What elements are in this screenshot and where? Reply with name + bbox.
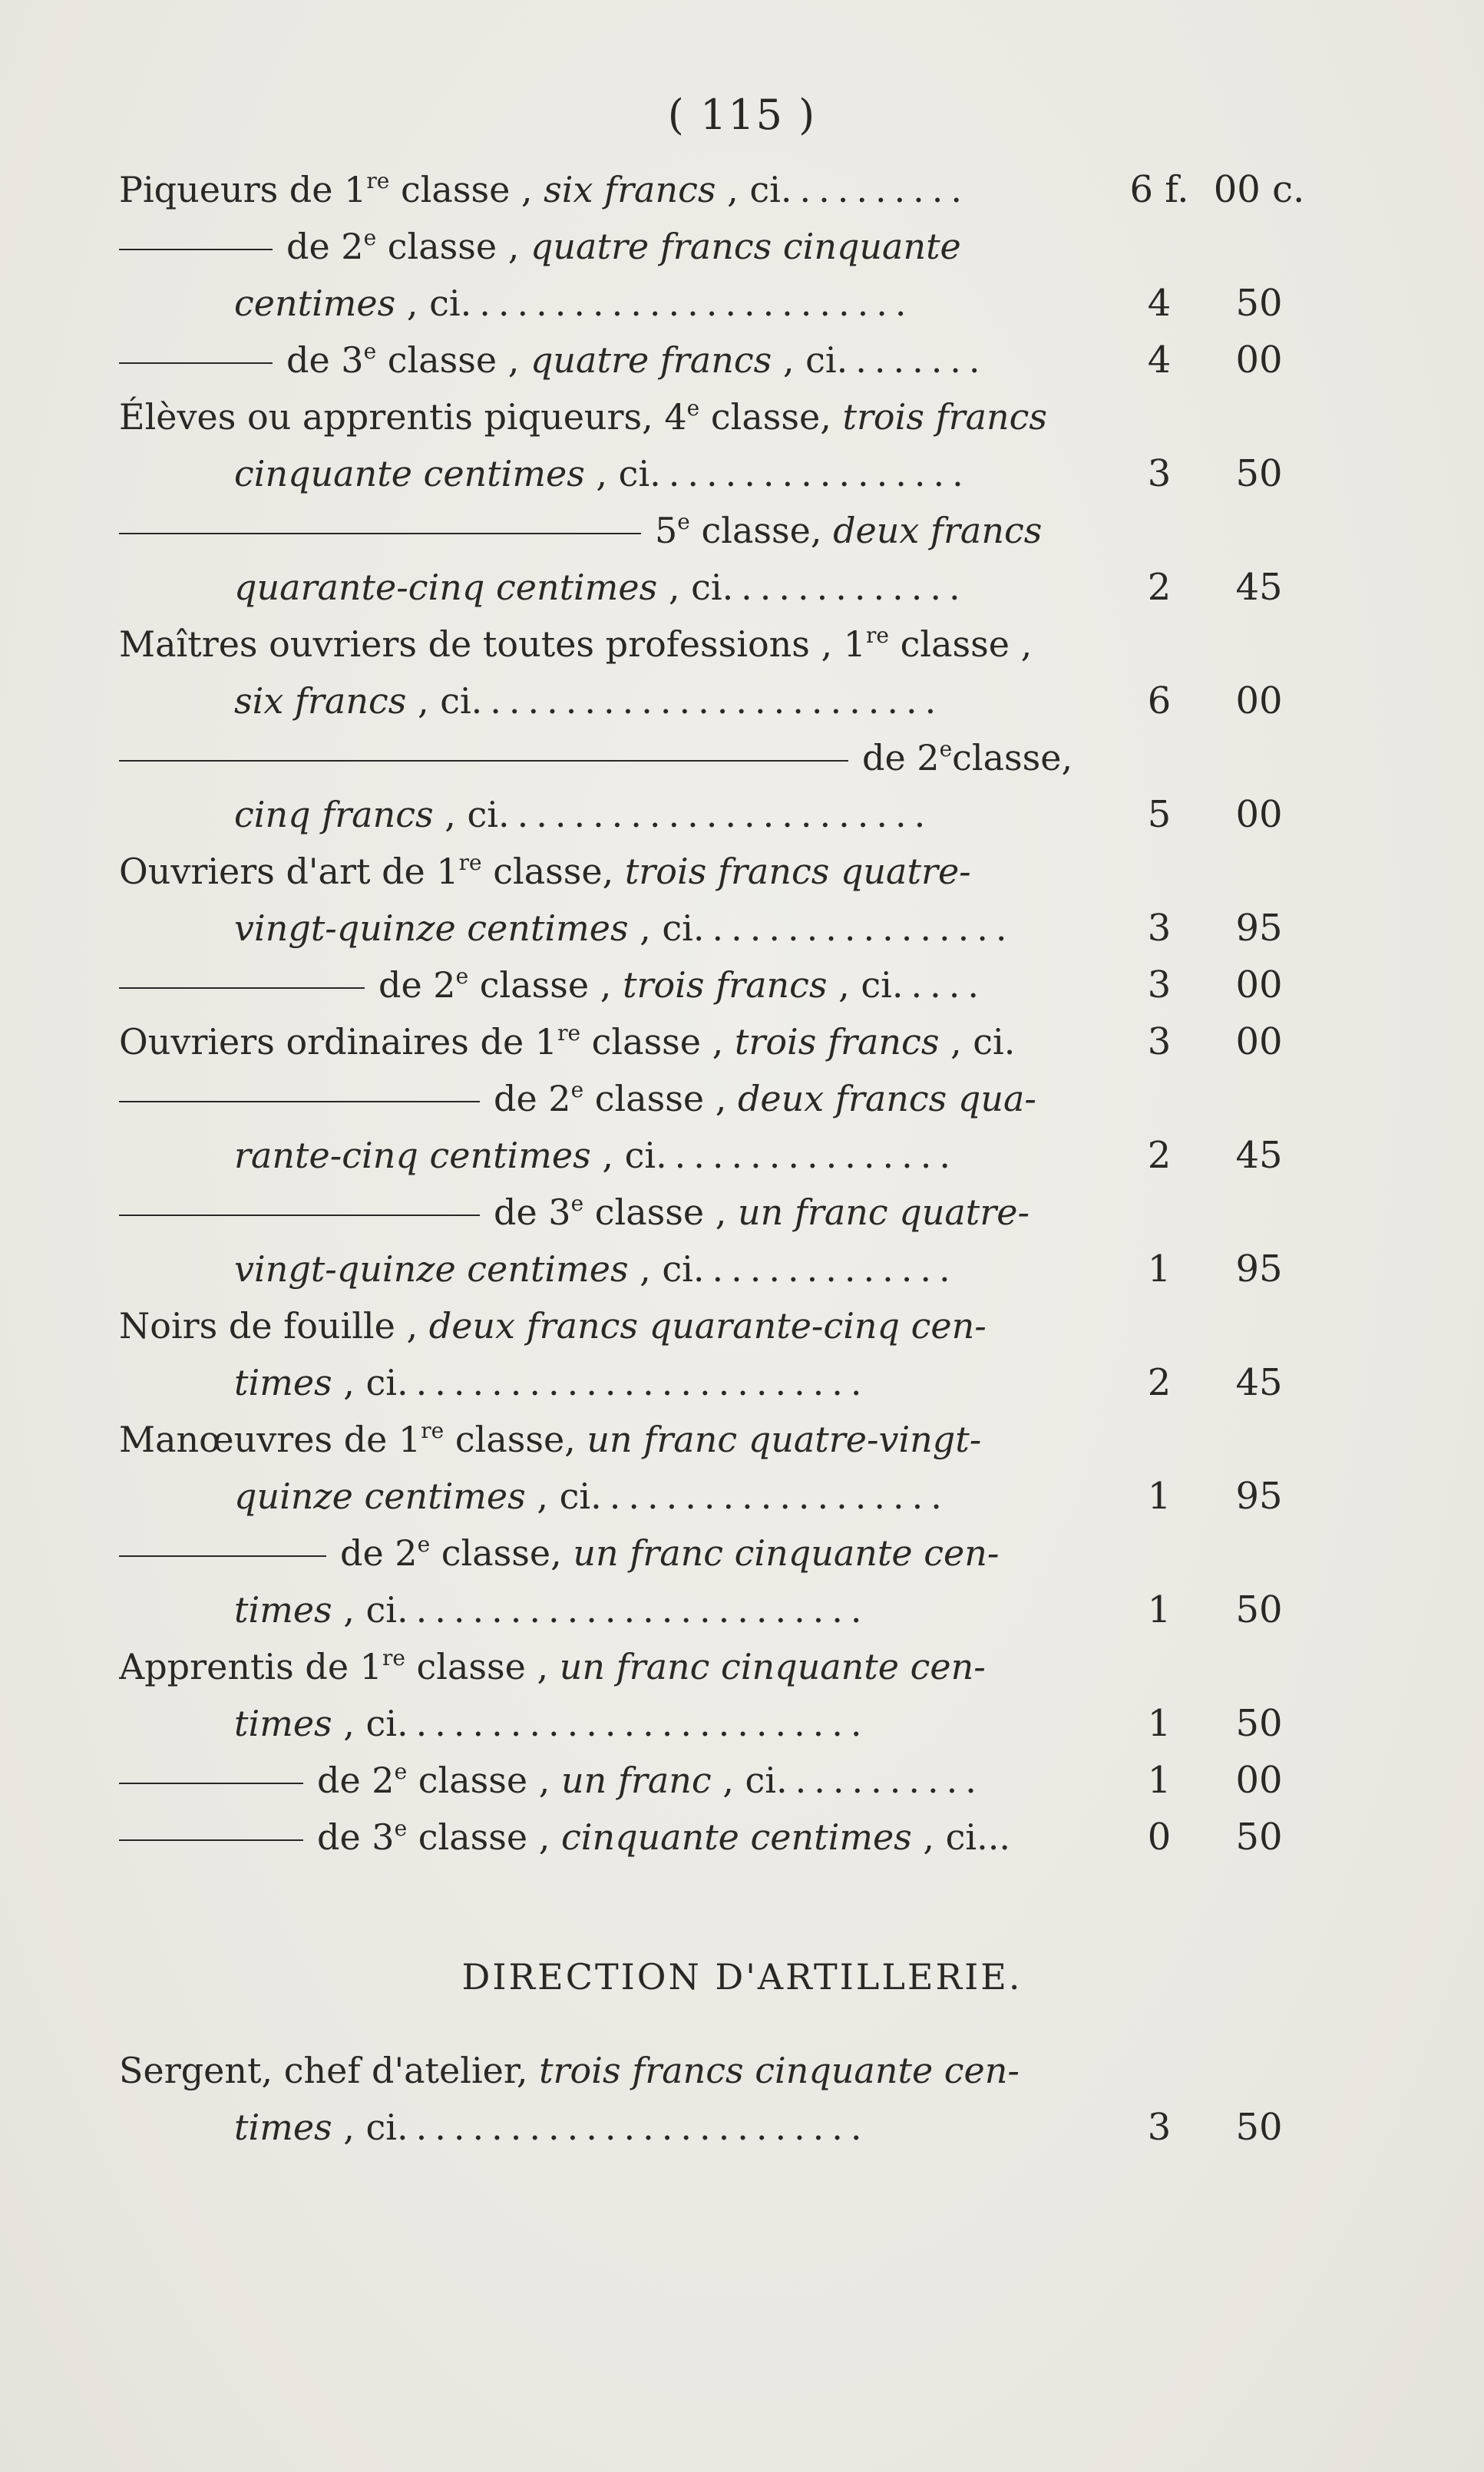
text-segment: times: [234, 2107, 332, 2148]
text-segment: classe,: [481, 851, 625, 892]
text-segment: centimes: [234, 283, 396, 324]
francs-amount: 2: [1147, 566, 1172, 609]
wage-entry: [119, 1184, 1317, 1297]
text-segment: , ci: [433, 794, 498, 835]
centimes-amount: 00 c.: [1213, 168, 1305, 211]
entry-line: [119, 1411, 1317, 1468]
centimes-amount: 00: [1235, 793, 1283, 836]
text-segment: Ouvriers ordinaires de 1: [119, 1021, 558, 1062]
wage-entry: [119, 843, 1317, 957]
entry-line: [119, 1297, 1317, 1354]
entry-line: [119, 900, 1317, 957]
artillery-wage-list: [119, 2042, 1317, 2156]
francs-amount: 3: [1147, 2106, 1172, 2149]
wage-entry: [119, 332, 1317, 388]
dot-leader: ................: [656, 1135, 959, 1176]
entry-text: [234, 1468, 1082, 1525]
entry-text: [119, 218, 1082, 275]
centimes-amount: 45: [1235, 1361, 1283, 1404]
text-segment: classe ,: [583, 1191, 738, 1233]
entry-line: [119, 218, 1317, 275]
ditto-dash: [119, 362, 273, 364]
entry-text: [119, 161, 1082, 218]
francs-amount: 2: [1147, 1361, 1172, 1404]
dot-leader: .................: [692, 907, 1015, 949]
entry-text: [234, 1127, 1082, 1184]
entry-line: [119, 673, 1317, 729]
text-segment: un franc cinquante cen-: [559, 1646, 986, 1687]
entry-text: [234, 1241, 1082, 1297]
entry-line: [119, 1354, 1317, 1411]
ditto-dash: [119, 1215, 480, 1216]
centimes-amount: 50: [1235, 1816, 1283, 1859]
superscript: re: [421, 1418, 445, 1443]
wage-entry: [119, 1013, 1317, 1070]
text-segment: classe ,: [468, 964, 623, 1006]
ditto-dash: [119, 760, 848, 762]
dot-leader: .........................: [397, 1589, 870, 1631]
entry-text: [234, 1695, 1082, 1752]
text-segment: classe,: [952, 737, 1073, 778]
entry-line: [119, 1581, 1317, 1638]
centimes-amount: 95: [1235, 1475, 1283, 1518]
text-segment: cinq francs: [234, 794, 434, 835]
ditto-dash: [119, 1101, 480, 1102]
entry-line: [119, 2099, 1317, 2156]
text-segment: six francs: [234, 680, 407, 722]
centimes-amount: 00: [1235, 963, 1283, 1006]
entry-text: [119, 1297, 1082, 1354]
centimes-amount: 00: [1235, 679, 1283, 722]
centimes-amount: 50: [1235, 1702, 1283, 1745]
dot-leader: ........................: [460, 283, 914, 324]
superscript: e: [455, 963, 469, 989]
ditto-dash: [119, 987, 365, 989]
text-segment: classe ,: [888, 623, 1033, 665]
wage-entry: [119, 2042, 1317, 2156]
text-segment: , ci: [584, 453, 650, 494]
superscript: e: [570, 1077, 584, 1102]
text-segment: quinze centimes: [234, 1476, 526, 1517]
francs-amount: 1: [1147, 1248, 1172, 1291]
francs-amount: 1: [1147, 1475, 1172, 1518]
entry-line: [119, 502, 1317, 559]
superscript: e: [363, 339, 377, 364]
centimes-amount: 00: [1235, 1759, 1283, 1802]
francs-amount: 1: [1147, 1702, 1172, 1745]
text-segment: Élèves ou apprentis piqueurs, 4: [119, 396, 687, 438]
centimes-amount: 00: [1235, 1020, 1283, 1063]
text-segment: , ci: [332, 1362, 397, 1403]
text-segment: vingt-quinze centimes: [234, 1248, 629, 1290]
text-segment: cinquante centimes: [234, 453, 585, 494]
entry-line: [119, 616, 1317, 673]
wage-entry: [119, 957, 1317, 1013]
text-segment: de 3: [286, 339, 364, 381]
entry-text: [234, 275, 1082, 332]
text-segment: Noirs de fouille ,: [119, 1305, 429, 1347]
text-segment: de 2: [494, 1078, 571, 1119]
entry-text: [119, 957, 1082, 1013]
text-segment: classe,: [699, 396, 843, 438]
centimes-amount: 50: [1235, 1588, 1283, 1631]
text-segment: trois francs: [734, 1021, 940, 1062]
entry-line: [119, 786, 1317, 843]
superscript: e: [677, 509, 690, 534]
entry-text: [119, 843, 1082, 900]
entry-text: [119, 1525, 1082, 1581]
entry-line: [119, 275, 1317, 332]
text-segment: trois francs quatre-: [624, 851, 971, 892]
text-segment: classe ,: [583, 1078, 738, 1119]
wage-entry: [119, 388, 1317, 502]
text-segment: , ci: [590, 1135, 656, 1176]
entry-text: [234, 900, 1082, 957]
text-segment: de 2: [340, 1532, 418, 1574]
superscript: e: [363, 225, 377, 250]
wage-entry: [119, 218, 1317, 332]
wage-entry: [119, 1525, 1317, 1638]
francs-amount: 2: [1147, 1134, 1172, 1177]
entry-text: [119, 1809, 1082, 1866]
wage-entry: [119, 1638, 1317, 1752]
text-segment: , ci: [628, 907, 693, 949]
dot-leader: .............: [722, 567, 968, 608]
text-segment: , ci: [772, 339, 837, 381]
text-segment: Apprentis de 1: [119, 1646, 382, 1687]
text-segment: quatre francs: [530, 339, 772, 381]
text-segment: Sergent, chef d'atelier,: [119, 2050, 540, 2091]
francs-amount: 1: [1147, 1759, 1172, 1802]
dot-leader: ...................: [590, 1476, 950, 1517]
text-segment: classe,: [689, 510, 834, 551]
entry-text: [119, 1070, 1082, 1127]
wage-entry: [119, 616, 1317, 729]
entry-line: [119, 332, 1317, 388]
entry-text: [234, 2099, 1082, 2156]
text-segment: times: [234, 1589, 332, 1631]
entry-text: [119, 2042, 1082, 2099]
dot-leader: .........................: [397, 1703, 870, 1744]
francs-amount: 5: [1147, 793, 1172, 836]
entry-line: [119, 161, 1317, 218]
entry-line: [119, 957, 1317, 1013]
francs-amount: 3: [1147, 452, 1172, 495]
text-segment: Manœuvres de 1: [119, 1419, 421, 1460]
text-segment: Maîtres ouvriers de toutes professions , 1: [119, 623, 867, 665]
wage-entry: [119, 161, 1317, 218]
text-segment: de 2: [378, 964, 456, 1006]
entry-line: [119, 1070, 1317, 1127]
centimes-amount: 50: [1235, 452, 1283, 495]
wage-entry: [119, 1809, 1317, 1866]
entry-line: [119, 1184, 1317, 1241]
text-segment: de 2: [317, 1760, 395, 1801]
text-segment: un franc quatre-vingt-: [587, 1419, 982, 1460]
text-segment: classe,: [444, 1419, 587, 1460]
wage-entry: [119, 1070, 1317, 1184]
wage-entry: [119, 1752, 1317, 1809]
entry-text: [119, 502, 1082, 559]
centimes-amount: 95: [1235, 1248, 1283, 1291]
entry-text: [234, 1354, 1082, 1411]
superscript: re: [557, 1020, 581, 1046]
page-number: ( 115 ): [667, 91, 817, 139]
superscript: e: [686, 395, 700, 421]
superscript: re: [866, 623, 889, 648]
text-segment: classe ,: [389, 169, 544, 210]
text-segment: trois francs: [842, 396, 1047, 438]
text-segment: , ci: [525, 1476, 591, 1517]
francs-amount: 6 f.: [1129, 168, 1189, 211]
wage-entry: [119, 1297, 1317, 1411]
entry-text: [234, 559, 1082, 616]
text-segment: deux francs quarante-cinq cen-: [428, 1305, 987, 1347]
text-segment: classe ,: [405, 1646, 560, 1687]
ditto-dash: [119, 1555, 326, 1557]
francs-amount: 4: [1147, 282, 1172, 325]
text-segment: times: [234, 1362, 332, 1403]
centimes-amount: 95: [1235, 907, 1283, 950]
entry-text: [119, 1638, 1082, 1695]
text-segment: , ci: [332, 2107, 397, 2148]
text-segment: , ci: [406, 680, 471, 722]
superscript: e: [939, 736, 953, 762]
text-segment: Ouvriers d'art de 1: [119, 851, 459, 892]
entry-line: [119, 1127, 1317, 1184]
entry-text: [119, 729, 1082, 786]
text-segment: classe,: [430, 1532, 573, 1574]
text-segment: un franc cinquante cen-: [573, 1532, 1000, 1574]
entry-text: [234, 1581, 1082, 1638]
francs-amount: 4: [1147, 339, 1172, 382]
section-heading: DIRECTION D'ARTILLERIE.: [461, 1956, 1023, 1998]
centimes-amount: 50: [1235, 282, 1283, 325]
text-segment: vingt-quinze centimes: [234, 907, 629, 949]
superscript: re: [458, 850, 482, 875]
text-segment: classe ,: [407, 1760, 561, 1801]
text-segment: , ci: [657, 567, 722, 608]
francs-amount: 6: [1147, 679, 1172, 722]
text-segment: classe ,: [376, 339, 530, 381]
text-segment: de 3: [317, 1816, 395, 1858]
superscript: e: [417, 1532, 431, 1557]
entry-text: [119, 1184, 1082, 1241]
entry-line: [119, 1695, 1317, 1752]
entry-text: [234, 445, 1082, 502]
text-segment: six francs: [544, 169, 716, 210]
dot-leader: ..............: [692, 1248, 958, 1290]
entry-line: [119, 2042, 1317, 2099]
text-segment: trois francs cinquante cen-: [539, 2050, 1020, 2091]
text-segment: , ci: [628, 1248, 693, 1290]
francs-amount: 3: [1147, 963, 1172, 1006]
entry-line: [119, 1013, 1317, 1070]
text-segment: de 3: [494, 1191, 571, 1233]
text-segment: cinquante centimes: [560, 1816, 912, 1858]
superscript: e: [394, 1816, 408, 1841]
entry-line: [119, 1638, 1317, 1695]
superscript: re: [366, 168, 390, 193]
centimes-amount: 50: [1235, 2106, 1283, 2149]
entry-line: [119, 388, 1317, 445]
text-segment: , ci: [716, 169, 781, 210]
dot-leader: ........: [836, 339, 988, 381]
centimes-amount: 45: [1235, 1134, 1283, 1177]
dot-leader: .........................: [471, 680, 944, 722]
entry-line: [119, 729, 1317, 786]
text-segment: un franc: [560, 1760, 712, 1801]
centimes-amount: 45: [1235, 566, 1283, 609]
entry-text: [119, 1013, 1082, 1070]
text-segment: deux francs: [833, 510, 1043, 551]
entry-text: [119, 388, 1082, 445]
text-segment: times: [234, 1703, 332, 1744]
francs-amount: 1: [1147, 1588, 1172, 1631]
text-segment: rante-cinq centimes: [234, 1135, 591, 1176]
wage-entry: [119, 1411, 1317, 1525]
francs-amount: 3: [1147, 907, 1172, 950]
ditto-dash: [119, 249, 273, 250]
entry-line: [119, 843, 1317, 900]
dot-leader: .....: [891, 964, 987, 1006]
text-segment: de 2: [862, 737, 940, 778]
text-segment: deux francs qua-: [737, 1078, 1036, 1119]
wage-entry: [119, 729, 1317, 843]
entry-line: [119, 1525, 1317, 1581]
text-segment: de 2: [286, 226, 364, 267]
entry-text: [119, 332, 1082, 388]
dot-leader: .................: [649, 453, 971, 494]
text-segment: classe ,: [376, 226, 530, 267]
text-segment: 5: [655, 510, 678, 551]
text-segment: , ci: [711, 1760, 777, 1801]
entry-line: [119, 1468, 1317, 1525]
text-segment: , ci: [332, 1703, 397, 1744]
entry-text: [119, 1752, 1082, 1809]
ditto-dash: [119, 1839, 303, 1841]
entry-text: [234, 786, 1082, 843]
dot-leader: .........................: [397, 2107, 870, 2148]
text-segment: classe ,: [407, 1816, 561, 1858]
francs-amount: 3: [1147, 1020, 1172, 1063]
dot-leader: .......................: [497, 794, 934, 835]
ditto-dash: [119, 1783, 303, 1784]
wage-entry: [119, 502, 1317, 616]
dot-leader: .........................: [397, 1362, 870, 1403]
text-segment: , ci: [827, 964, 892, 1006]
francs-amount: 0: [1147, 1816, 1172, 1859]
dot-leader: ..........: [780, 169, 970, 210]
entry-line: [119, 1752, 1317, 1809]
text-segment: , ci: [395, 283, 461, 324]
text-segment: un franc quatre-: [737, 1191, 1030, 1233]
entry-line: [119, 445, 1317, 502]
superscript: e: [394, 1759, 408, 1784]
text-segment: , ci...: [911, 1816, 1010, 1858]
text-segment: , ci.: [939, 1021, 1016, 1062]
superscript: e: [570, 1191, 584, 1216]
entry-text: [234, 673, 1082, 729]
text-segment: trois francs: [622, 964, 828, 1006]
text-segment: , ci: [332, 1589, 397, 1631]
entry-text: [119, 1411, 1082, 1468]
text-segment: Piqueurs de 1: [119, 169, 367, 210]
centimes-amount: 00: [1235, 339, 1283, 382]
dot-leader: ...........: [776, 1760, 984, 1801]
entry-line: [119, 559, 1317, 616]
wage-list: [119, 161, 1317, 1866]
entry-line: [119, 1809, 1317, 1866]
text-segment: quatre francs cinquante: [530, 226, 961, 267]
entry-line: [119, 1241, 1317, 1297]
text-segment: classe ,: [580, 1021, 735, 1062]
text-segment: quarante-cinq centimes: [234, 567, 658, 608]
entry-text: [119, 616, 1082, 673]
ditto-dash: [119, 533, 641, 534]
superscript: re: [382, 1645, 405, 1671]
